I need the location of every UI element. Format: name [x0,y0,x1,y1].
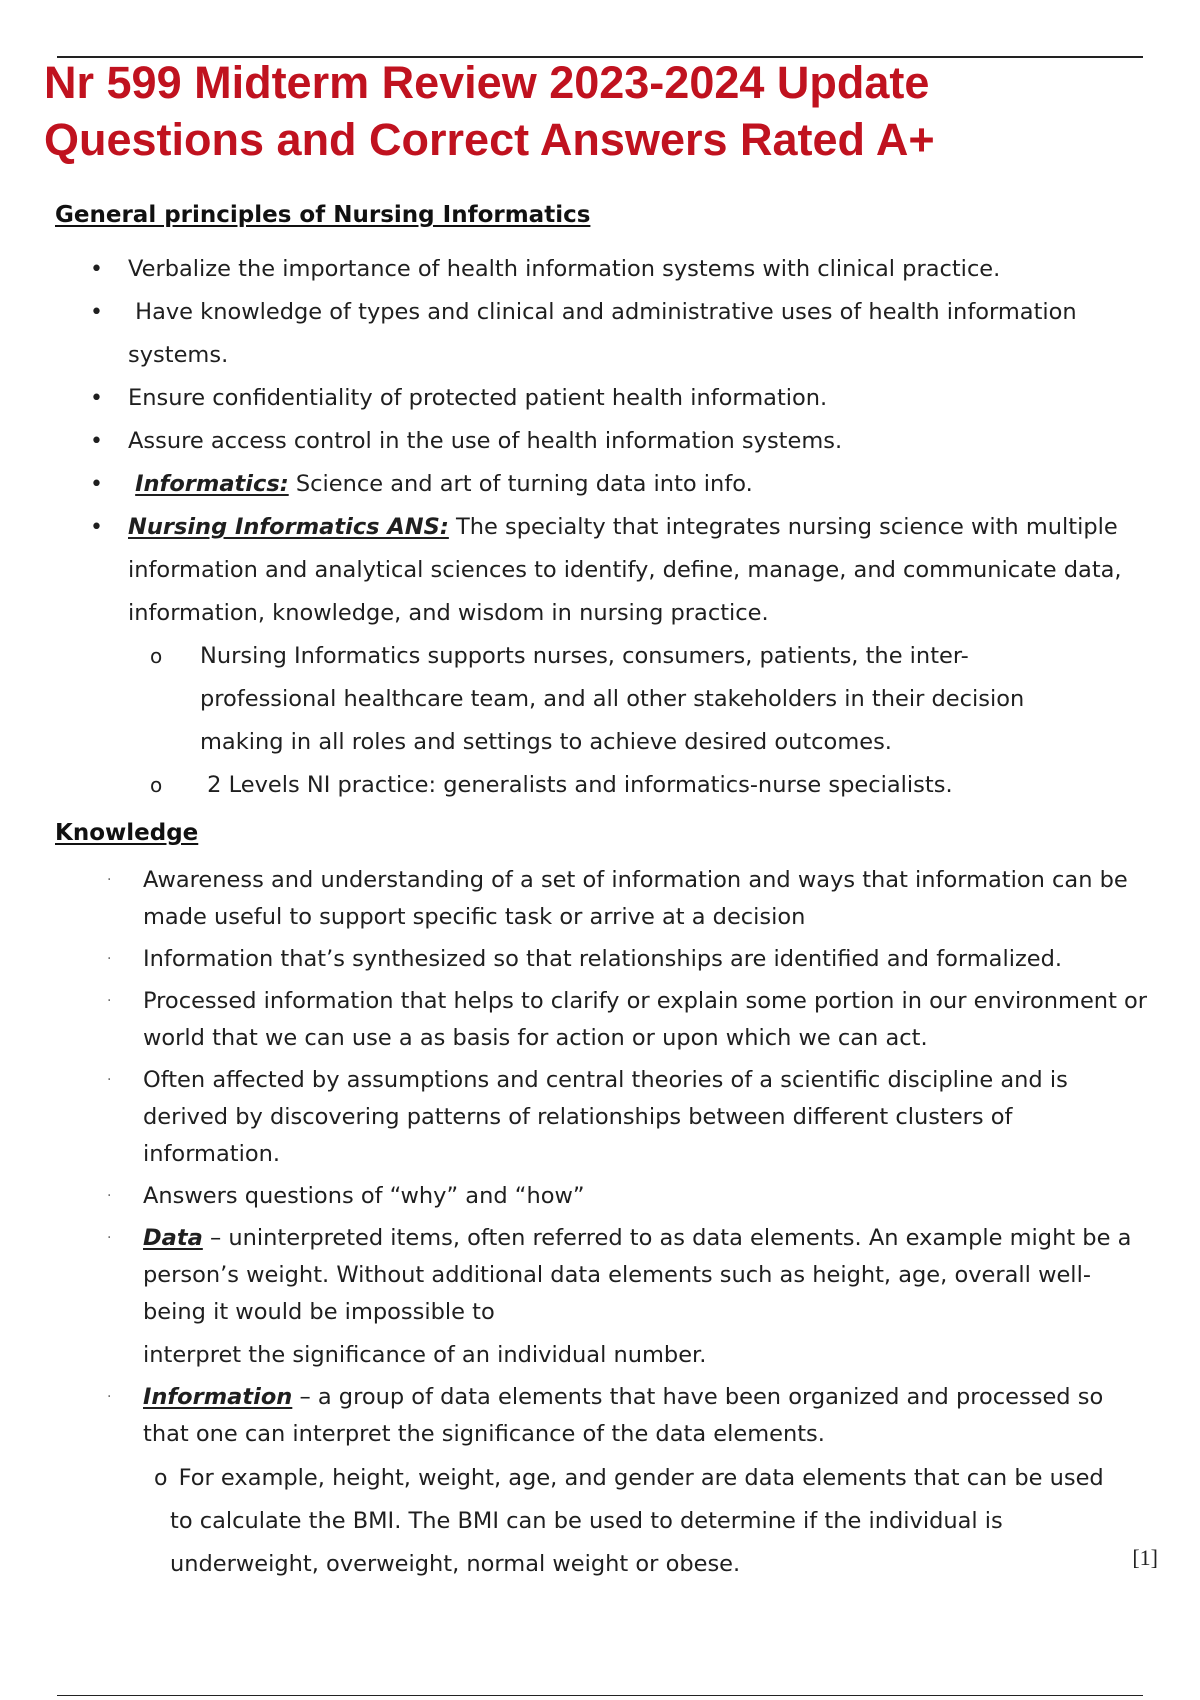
term-data: Data [143,1225,203,1251]
sub-bullet-text: Nursing Informatics supports nurses, consumers, patients, the inter-professional healthcare team, and all other stakeholders in their decision making in all roles and settings to achieve desired outcomes. [200,643,1025,755]
list-item [0,248,1128,291]
list-item [0,506,1128,807]
small-bullet-icon: · [107,872,112,888]
sub-list-item [128,764,1100,807]
bullet-icon: • [90,386,103,411]
information-sublist [143,1457,1153,1586]
sub-bullet-text: For example, height, weight, age, and gender are data elements that can be used to calculate the BMI. The BMI can be used to determine if the individual is underweight, overweight, normal weight or obese. [170,1465,1104,1577]
list-item [0,420,1128,463]
nursing-informatics-sublist [128,635,1128,807]
definition-data-continued: interpret the significance of an individual number. [143,1342,707,1368]
bullet-icon: • [90,257,103,282]
bullet-text: Have knowledge of types and clinical and administrative uses of health information systems. [128,299,1077,368]
list-item [0,1062,1153,1173]
circle-bullet-icon: o [150,773,163,797]
list-item [0,983,1153,1057]
sub-bullet-text: 2 Levels NI practice: generalists and informatics-nurse specialists. [207,772,953,798]
bullet-text: Awareness and understanding of a set of information and ways that information can be made useful to support specific task or arrive at a decision [143,867,1128,930]
bottom-rule [57,1695,1143,1696]
definition-information: – a group of data elements that have been organized and processed so that one can interpret the significance of the data elements. [143,1384,1104,1447]
small-bullet-icon: · [107,1188,112,1204]
section-heading-nursing-informatics: General principles of Nursing Informatics [55,202,591,228]
section-heading-knowledge: Knowledge [55,820,199,846]
title-line-2: Questions and Correct Answers Rated A+ [44,114,935,165]
bullet-icon: • [90,429,103,454]
definition-informatics: Science and art of turning data into info. [288,471,753,497]
term-information: Information [143,1384,293,1410]
bullet-text: Information that’s synthesized so that relationships are identified and formalized. [143,946,1063,972]
bullet-text: Verbalize the importance of health information systems with clinical practice. [128,256,1001,282]
title-line-1: Nr 599 Midterm Review 2023-2024 Update [44,57,930,108]
small-bullet-icon: · [107,1389,112,1405]
bullet-text: Answers questions of “why” and “how” [143,1183,585,1209]
bullet-icon: • [90,515,103,540]
list-item [0,291,1128,377]
bullet-text: Assure access control in the use of health information systems. [128,428,843,454]
list-item [0,1379,1153,1586]
bullet-icon: • [90,300,103,325]
sub-list-item [128,635,1100,764]
circle-bullet-icon: o [154,1466,168,1491]
small-bullet-icon: · [107,951,112,967]
definition-nursing-informatics: The specialty that integrates nursing science with multiple information and analytical sciences to identify, define, manage, and communicate data, information, knowledge, and wisdom in nursing practice. [128,514,1122,626]
small-bullet-icon: · [107,1230,112,1246]
bullet-text: Often affected by assumptions and central theories of a scientific discipline and is derived by discovering patterns of relationships between different clusters of information. [143,1067,1068,1167]
list-item [0,862,1153,936]
document-title [44,54,1154,168]
definition-data: – uninterpreted items, often referred to as data elements. An example might be a person’s weight. Without additional data elements such as height, age, overall well-being it would be impossible to [143,1225,1132,1325]
list-item [0,941,1153,978]
bullet-icon: • [90,472,103,497]
small-bullet-icon: · [107,1072,112,1088]
small-bullet-icon: · [107,993,112,1009]
term-informatics: Informatics: [135,471,289,497]
nursing-informatics-list [0,248,1128,807]
term-nursing-informatics: Nursing Informatics ANS: [128,514,449,540]
list-item [0,1178,1153,1215]
list-item [0,1220,1153,1374]
circle-bullet-icon: o [150,644,163,668]
page-number: [1] [1132,1545,1158,1570]
sub-list-item [48,1457,1120,1586]
list-item [0,463,1128,506]
bullet-text: Ensure confidentiality of protected patient health information. [128,385,828,411]
bullet-text: Processed information that helps to clarify or explain some portion in our environment or world that we can use a as basis for action or upon which we can act. [143,988,1148,1051]
list-item [0,377,1128,420]
knowledge-list [0,862,1153,1591]
